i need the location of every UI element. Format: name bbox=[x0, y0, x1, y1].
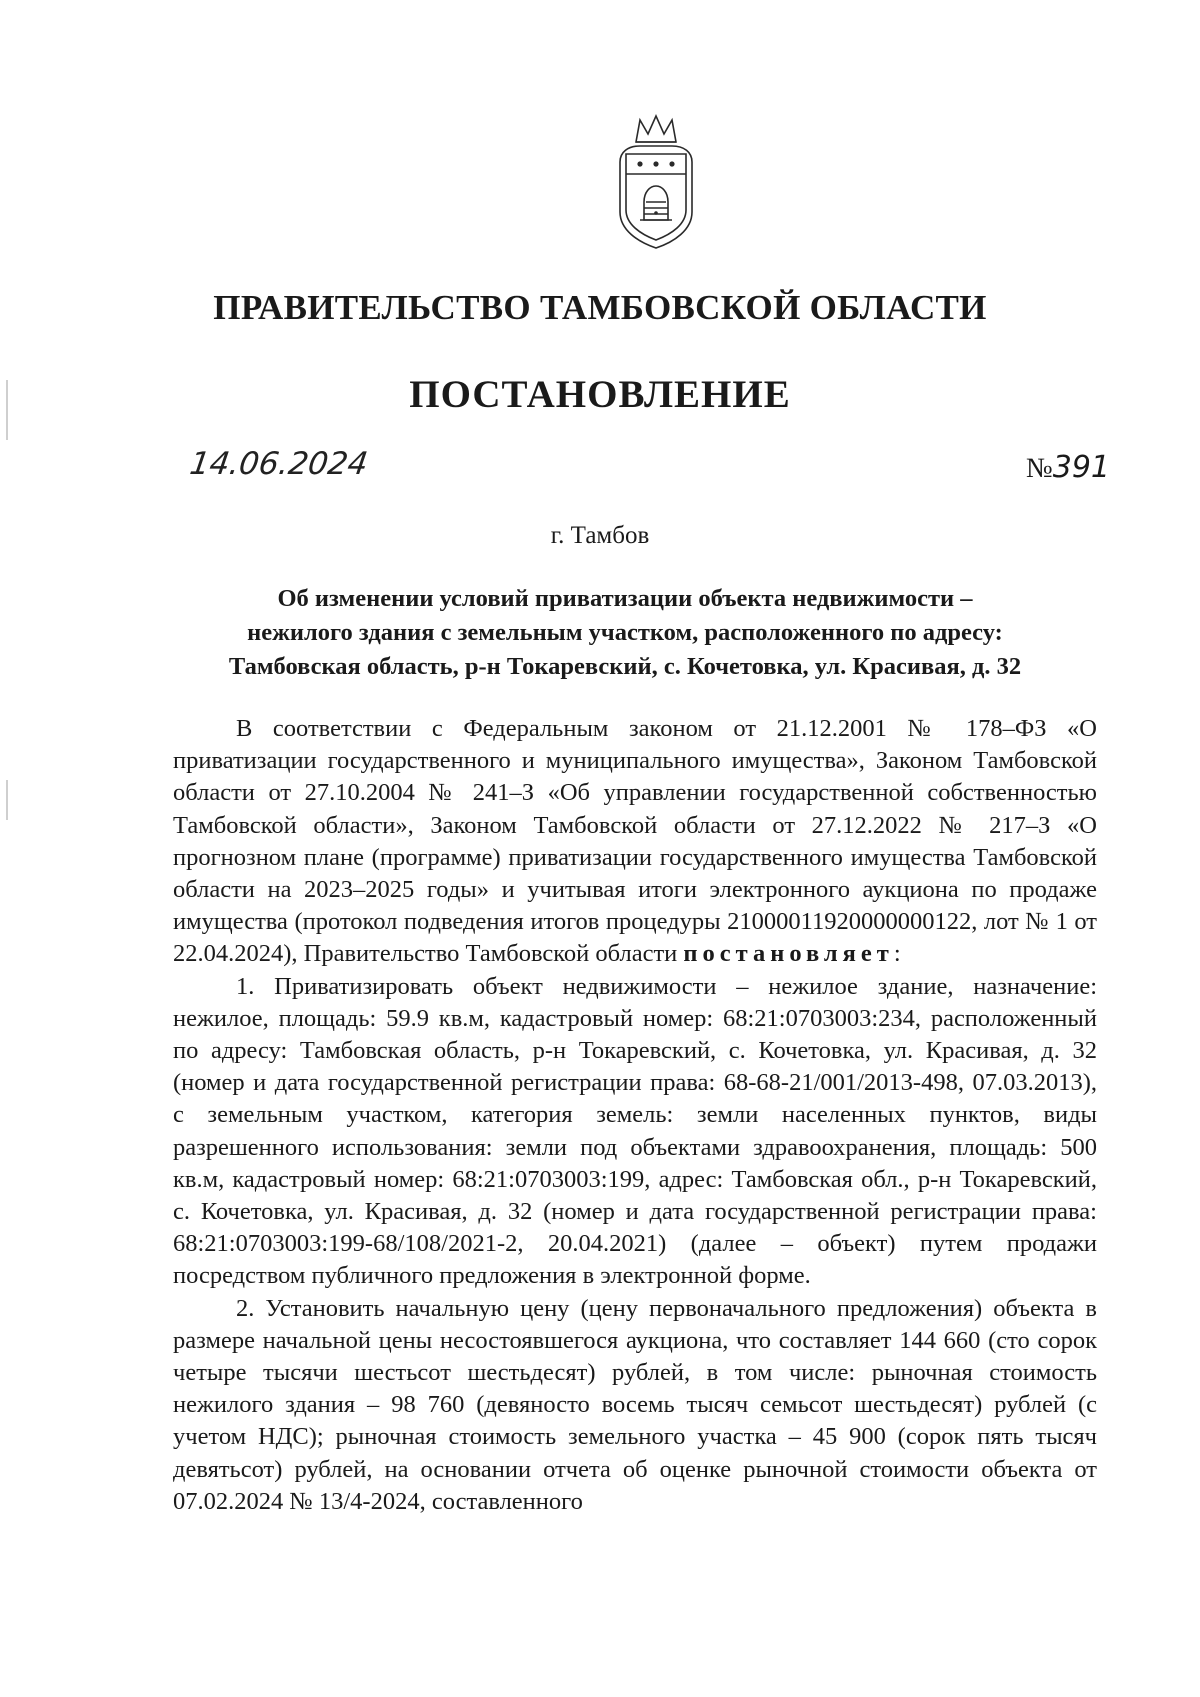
clause-1: 1. Приватизировать объект недвижимости – нежилое здание, назначение: нежилое, площадь: 59.9 кв.м, кадастровый номер: 68:21:0703003:234, расположенный по адресу: Тамбовская область, р-н Токаревский, с. Кочетовка, ул. Красивая, д. 32 (номер и дата государственной регистрации права: 68-68-21/001/2013-498, 07.03.2013), с земельным участком, категория земель: земли населенных пунктов, виды разрешенного использования: земли под объектами здравоохранения, площадь: 500 кв.м, кадастровый номер: 68:21:0703003:199, адрес: Тамбовская обл., р-н Токаревский, с. Кочетовка, ул. Красивая, д. 32 (номер и дата государственной регистрации права: 68:21:0703003:199-68/108/2021-2, 20.04.2021) (далее – объект) путем продажи посредством публичного предложения в электронной форме. bbox=[173, 972, 1097, 1290]
resolves-verb: постановляет bbox=[683, 940, 894, 968]
government-title: ПРАВИТЕЛЬСТВО ТАМБОВСКОЙ ОБЛАСТИ bbox=[213, 288, 987, 327]
tambov-region-coat-of-arms-icon bbox=[610, 112, 702, 252]
subject-line: Об изменении условий приватизации объекта недвижимости – bbox=[277, 585, 973, 612]
subject-line: Тамбовская область, р-н Токаревский, с. Кочетовка, ул. Красивая, д. 32 bbox=[228, 653, 1022, 680]
handwritten-number: 391 bbox=[1052, 450, 1110, 485]
document-number bbox=[1026, 450, 1110, 485]
document-type-title: ПОСТАНОВЛЕНИЕ bbox=[409, 373, 791, 416]
document-body bbox=[173, 713, 1097, 1518]
subject-line: нежилого здания с земельным участком, расположенного по адресу: bbox=[247, 619, 1003, 646]
preamble-text: В соответствии с Федеральным законом от 21.12.2001 № 178–ФЗ «О приватизации государственного и муниципального имущества», Законом Тамбовской области от 27.10.2004 № 241–З «Об управлении государственной собственностью Тамбовской области», Законом Тамбовской области от 27.12.2022 № 217–З «О прогнозном плане (программе) приватизации государственного имущества Тамбовской области на 2023–2025 годы» и учитывая итоги электронного аукциона по продаже имущества (протокол подведения итогов процедуры 21000011920000000122, лот № 1 от 22.04.2024), Правительство Тамбовской области bbox=[173, 715, 1097, 968]
preamble-end: : bbox=[893, 940, 901, 968]
clause-2: 2. Установить начальную цену (цену первоначального предложения) объекта в размере начальной цены несостоявшегося аукциона, что составляет 144 660 (сто сорок четыре тысячи шестьсот шестьдесят) рублей, в том числе: рыночная стоимость нежилого здания – 98 760 (девяносто восемь тысяч семьсот шестьдесят) рублей (с учетом НДС); рыночная стоимость земельного участка – 45 900 (сорок пять тысяч девятьсот) рублей, на основании отчета об оценке рыночной стоимости объекта от 07.02.2024 № 13/4-2024, составленного bbox=[173, 1294, 1097, 1515]
number-prefix: № bbox=[1026, 453, 1053, 484]
handwritten-date: 14.06.2024 bbox=[187, 446, 371, 482]
city-line: г. Тамбов bbox=[550, 522, 650, 549]
preamble-paragraph bbox=[173, 713, 1097, 971]
document-subject bbox=[150, 582, 1100, 684]
scan-edge-mark bbox=[6, 780, 8, 820]
